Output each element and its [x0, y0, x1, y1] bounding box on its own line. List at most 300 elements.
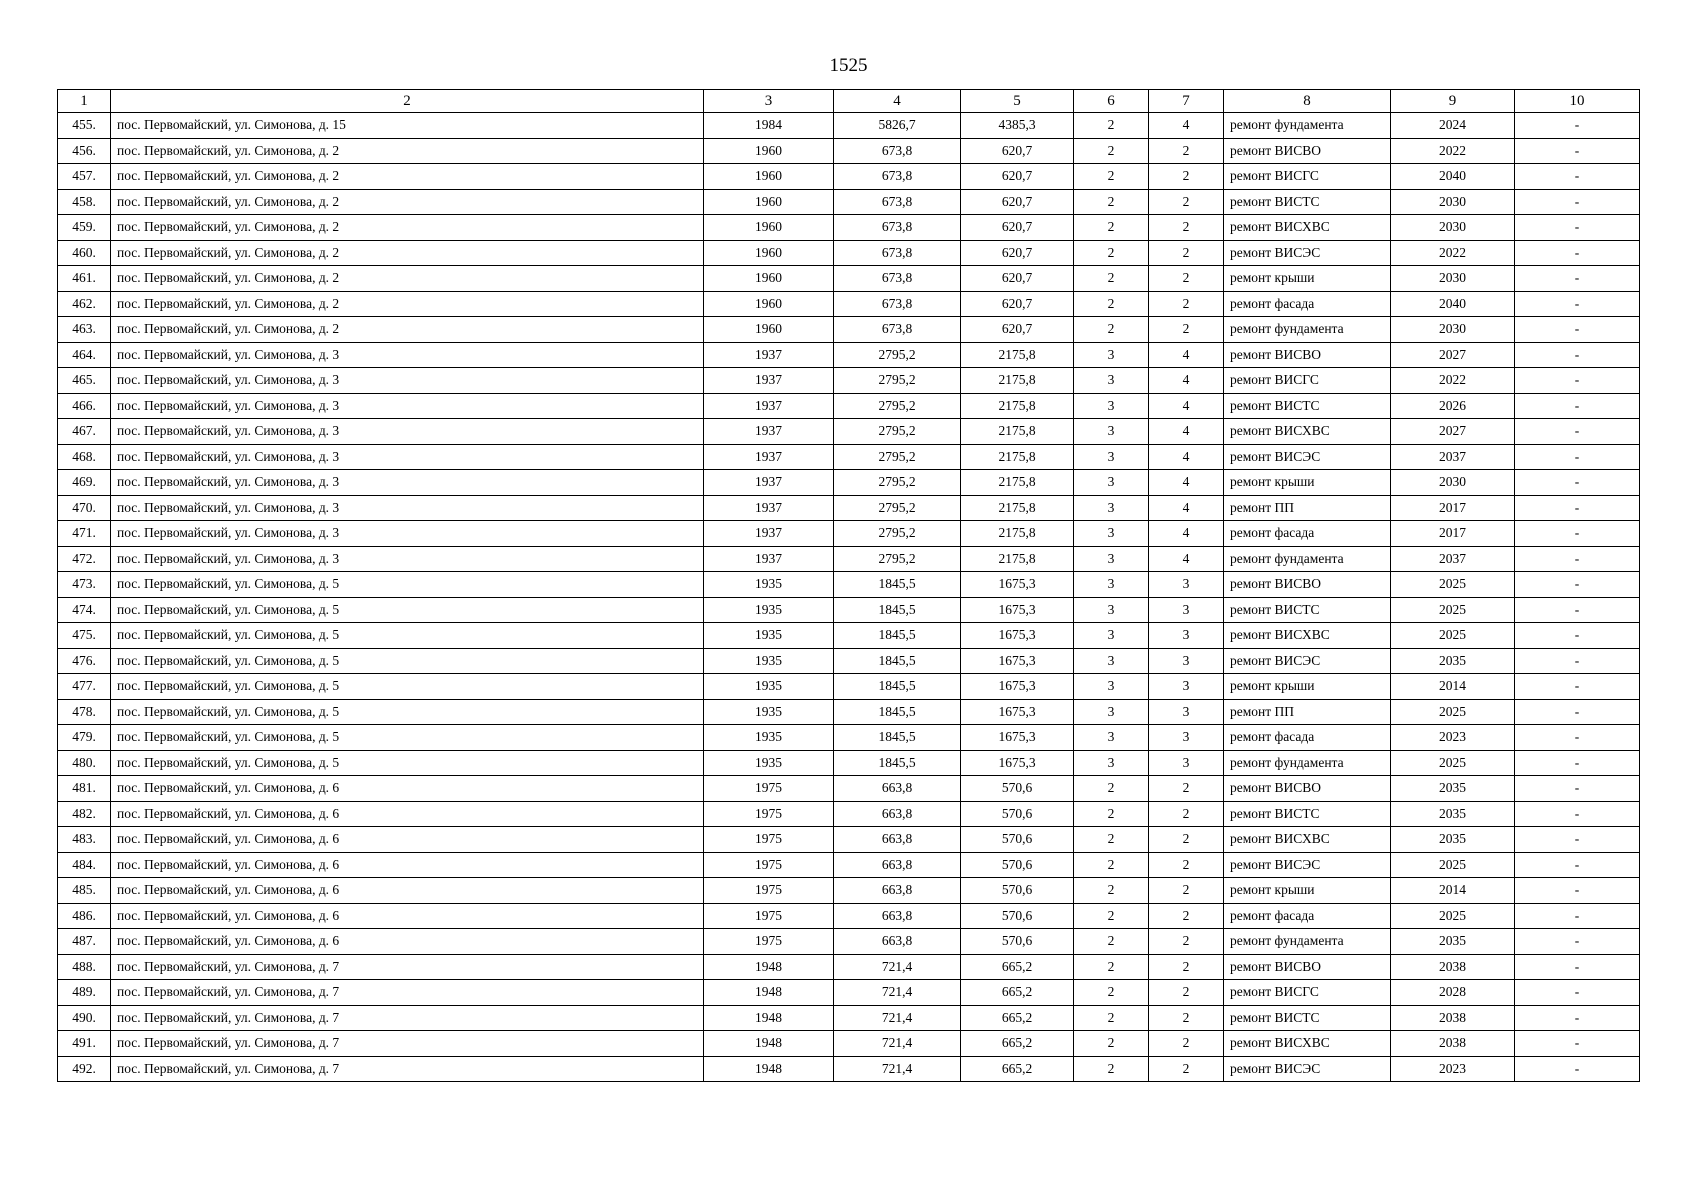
- cell-work-type: ремонт ВИСХВС: [1224, 1031, 1391, 1057]
- cell-work-type: ремонт ВИСГС: [1224, 368, 1391, 394]
- cell-note: -: [1515, 1005, 1640, 1031]
- cell-total-area: 673,8: [834, 164, 961, 190]
- table-row: [58, 1005, 1640, 1031]
- cell-row-number: 483.: [58, 827, 111, 853]
- cell-note: -: [1515, 470, 1640, 496]
- cell-total-area: 2795,2: [834, 495, 961, 521]
- table-row: [58, 444, 1640, 470]
- cell-living-area: 665,2: [961, 1031, 1074, 1057]
- cell-floors: 2: [1074, 215, 1149, 241]
- cell-note: -: [1515, 215, 1640, 241]
- cell-entrances: 3: [1149, 725, 1224, 751]
- cell-entrances: 2: [1149, 801, 1224, 827]
- table-row: [58, 470, 1640, 496]
- cell-year-built: 1975: [704, 801, 834, 827]
- cell-note: -: [1515, 878, 1640, 904]
- cell-work-type: ремонт ВИСТС: [1224, 801, 1391, 827]
- cell-total-area: 673,8: [834, 240, 961, 266]
- cell-address: пос. Первомайский, ул. Симонова, д. 2: [111, 164, 704, 190]
- cell-work-type: ремонт ВИСВО: [1224, 138, 1391, 164]
- cell-note: -: [1515, 164, 1640, 190]
- cell-planned-year: 2038: [1391, 1005, 1515, 1031]
- cell-work-type: ремонт ВИСЭС: [1224, 444, 1391, 470]
- cell-work-type: ремонт ВИСЭС: [1224, 240, 1391, 266]
- cell-floors: 2: [1074, 852, 1149, 878]
- cell-work-type: ремонт ВИСГС: [1224, 980, 1391, 1006]
- cell-row-number: 466.: [58, 393, 111, 419]
- cell-floors: 2: [1074, 980, 1149, 1006]
- cell-note: -: [1515, 572, 1640, 598]
- cell-note: -: [1515, 444, 1640, 470]
- cell-entrances: 3: [1149, 699, 1224, 725]
- cell-work-type: ремонт фасада: [1224, 291, 1391, 317]
- cell-address: пос. Первомайский, ул. Симонова, д. 6: [111, 852, 704, 878]
- cell-year-built: 1975: [704, 827, 834, 853]
- cell-address: пос. Первомайский, ул. Симонова, д. 6: [111, 903, 704, 929]
- cell-year-built: 1948: [704, 980, 834, 1006]
- cell-work-type: ремонт ВИСВО: [1224, 572, 1391, 598]
- column-header-6: 6: [1074, 90, 1149, 113]
- cell-year-built: 1935: [704, 725, 834, 751]
- cell-year-built: 1937: [704, 470, 834, 496]
- table-row: [58, 954, 1640, 980]
- cell-entrances: 4: [1149, 419, 1224, 445]
- cell-planned-year: 2038: [1391, 1031, 1515, 1057]
- table-row: [58, 776, 1640, 802]
- cell-total-area: 721,4: [834, 1031, 961, 1057]
- cell-entrances: 2: [1149, 903, 1224, 929]
- cell-living-area: 1675,3: [961, 572, 1074, 598]
- cell-living-area: 665,2: [961, 1005, 1074, 1031]
- cell-note: -: [1515, 980, 1640, 1006]
- cell-living-area: 4385,3: [961, 113, 1074, 139]
- column-header-2: 2: [111, 90, 704, 113]
- cell-entrances: 2: [1149, 317, 1224, 343]
- cell-row-number: 485.: [58, 878, 111, 904]
- cell-entrances: 2: [1149, 1056, 1224, 1082]
- cell-planned-year: 2024: [1391, 113, 1515, 139]
- cell-entrances: 3: [1149, 750, 1224, 776]
- cell-total-area: 2795,2: [834, 521, 961, 547]
- cell-living-area: 1675,3: [961, 725, 1074, 751]
- cell-year-built: 1948: [704, 1031, 834, 1057]
- cell-year-built: 1948: [704, 1056, 834, 1082]
- cell-address: пос. Первомайский, ул. Симонова, д. 3: [111, 419, 704, 445]
- cell-note: -: [1515, 368, 1640, 394]
- cell-note: -: [1515, 903, 1640, 929]
- cell-year-built: 1935: [704, 648, 834, 674]
- cell-living-area: 570,6: [961, 801, 1074, 827]
- cell-living-area: 620,7: [961, 164, 1074, 190]
- cell-living-area: 665,2: [961, 1056, 1074, 1082]
- cell-entrances: 2: [1149, 1031, 1224, 1057]
- cell-living-area: 2175,8: [961, 546, 1074, 572]
- cell-floors: 2: [1074, 929, 1149, 955]
- cell-row-number: 482.: [58, 801, 111, 827]
- cell-planned-year: 2035: [1391, 776, 1515, 802]
- cell-address: пос. Первомайский, ул. Симонова, д. 7: [111, 980, 704, 1006]
- cell-row-number: 461.: [58, 266, 111, 292]
- cell-work-type: ремонт ВИСТС: [1224, 393, 1391, 419]
- cell-year-built: 1937: [704, 393, 834, 419]
- table-row: [58, 980, 1640, 1006]
- cell-total-area: 2795,2: [834, 368, 961, 394]
- cell-row-number: 463.: [58, 317, 111, 343]
- cell-planned-year: 2038: [1391, 954, 1515, 980]
- cell-floors: 2: [1074, 1056, 1149, 1082]
- table-row: [58, 674, 1640, 700]
- cell-living-area: 620,7: [961, 266, 1074, 292]
- cell-work-type: ремонт фундамента: [1224, 546, 1391, 572]
- cell-year-built: 1960: [704, 189, 834, 215]
- cell-entrances: 4: [1149, 393, 1224, 419]
- cell-work-type: ремонт крыши: [1224, 470, 1391, 496]
- cell-floors: 2: [1074, 801, 1149, 827]
- table-row: [58, 317, 1640, 343]
- cell-row-number: 475.: [58, 623, 111, 649]
- cell-planned-year: 2030: [1391, 189, 1515, 215]
- cell-planned-year: 2028: [1391, 980, 1515, 1006]
- cell-entrances: 2: [1149, 878, 1224, 904]
- cell-total-area: 673,8: [834, 317, 961, 343]
- column-header-8: 8: [1224, 90, 1391, 113]
- cell-work-type: ремонт ВИСВО: [1224, 342, 1391, 368]
- cell-year-built: 1937: [704, 495, 834, 521]
- cell-total-area: 673,8: [834, 189, 961, 215]
- cell-work-type: ремонт ВИСГС: [1224, 164, 1391, 190]
- cell-living-area: 2175,8: [961, 444, 1074, 470]
- cell-living-area: 1675,3: [961, 648, 1074, 674]
- cell-planned-year: 2035: [1391, 929, 1515, 955]
- cell-entrances: 3: [1149, 674, 1224, 700]
- cell-floors: 2: [1074, 1031, 1149, 1057]
- cell-note: -: [1515, 852, 1640, 878]
- cell-floors: 3: [1074, 699, 1149, 725]
- cell-year-built: 1937: [704, 546, 834, 572]
- cell-entrances: 3: [1149, 648, 1224, 674]
- cell-total-area: 1845,5: [834, 674, 961, 700]
- cell-living-area: 1675,3: [961, 597, 1074, 623]
- cell-entrances: 4: [1149, 470, 1224, 496]
- cell-note: -: [1515, 674, 1640, 700]
- cell-work-type: ремонт фундамента: [1224, 750, 1391, 776]
- cell-planned-year: 2040: [1391, 164, 1515, 190]
- cell-note: -: [1515, 699, 1640, 725]
- cell-work-type: ремонт ВИСТС: [1224, 1005, 1391, 1031]
- table-row: [58, 648, 1640, 674]
- column-header-1: 1: [58, 90, 111, 113]
- cell-row-number: 468.: [58, 444, 111, 470]
- cell-floors: 3: [1074, 674, 1149, 700]
- cell-note: -: [1515, 827, 1640, 853]
- cell-row-number: 487.: [58, 929, 111, 955]
- cell-row-number: 467.: [58, 419, 111, 445]
- cell-address: пос. Первомайский, ул. Симонова, д. 2: [111, 291, 704, 317]
- table-row: [58, 215, 1640, 241]
- table-row: [58, 342, 1640, 368]
- cell-total-area: 721,4: [834, 980, 961, 1006]
- cell-planned-year: 2022: [1391, 368, 1515, 394]
- cell-living-area: 2175,8: [961, 521, 1074, 547]
- cell-year-built: 1937: [704, 419, 834, 445]
- cell-year-built: 1960: [704, 317, 834, 343]
- cell-living-area: 570,6: [961, 903, 1074, 929]
- cell-planned-year: 2040: [1391, 291, 1515, 317]
- cell-planned-year: 2025: [1391, 750, 1515, 776]
- cell-planned-year: 2035: [1391, 827, 1515, 853]
- table-row: [58, 878, 1640, 904]
- cell-note: -: [1515, 1031, 1640, 1057]
- cell-year-built: 1975: [704, 903, 834, 929]
- table-row: [58, 827, 1640, 853]
- cell-year-built: 1960: [704, 215, 834, 241]
- cell-row-number: 465.: [58, 368, 111, 394]
- cell-floors: 2: [1074, 266, 1149, 292]
- cell-living-area: 2175,8: [961, 393, 1074, 419]
- cell-row-number: 480.: [58, 750, 111, 776]
- cell-note: -: [1515, 954, 1640, 980]
- cell-note: -: [1515, 546, 1640, 572]
- column-header-7: 7: [1149, 90, 1224, 113]
- cell-total-area: 663,8: [834, 929, 961, 955]
- cell-note: -: [1515, 929, 1640, 955]
- cell-note: -: [1515, 317, 1640, 343]
- cell-note: -: [1515, 495, 1640, 521]
- cell-work-type: ремонт ВИСХВС: [1224, 827, 1391, 853]
- cell-living-area: 570,6: [961, 929, 1074, 955]
- cell-floors: 3: [1074, 368, 1149, 394]
- cell-planned-year: 2027: [1391, 342, 1515, 368]
- table-row: [58, 138, 1640, 164]
- table-row: [58, 623, 1640, 649]
- cell-entrances: 3: [1149, 623, 1224, 649]
- cell-entrances: 2: [1149, 827, 1224, 853]
- column-header-3: 3: [704, 90, 834, 113]
- cell-work-type: ремонт фундамента: [1224, 317, 1391, 343]
- cell-entrances: 4: [1149, 113, 1224, 139]
- cell-floors: 3: [1074, 444, 1149, 470]
- cell-address: пос. Первомайский, ул. Симонова, д. 2: [111, 266, 704, 292]
- cell-planned-year: 2022: [1391, 240, 1515, 266]
- cell-note: -: [1515, 521, 1640, 547]
- cell-total-area: 663,8: [834, 827, 961, 853]
- cell-entrances: 2: [1149, 189, 1224, 215]
- cell-entrances: 2: [1149, 266, 1224, 292]
- cell-living-area: 665,2: [961, 980, 1074, 1006]
- cell-work-type: ремонт фундамента: [1224, 929, 1391, 955]
- table-row: [58, 189, 1640, 215]
- cell-planned-year: 2023: [1391, 725, 1515, 751]
- cell-planned-year: 2025: [1391, 572, 1515, 598]
- cell-planned-year: 2025: [1391, 852, 1515, 878]
- cell-living-area: 1675,3: [961, 750, 1074, 776]
- cell-year-built: 1937: [704, 368, 834, 394]
- cell-row-number: 473.: [58, 572, 111, 598]
- table-row: [58, 113, 1640, 139]
- cell-year-built: 1975: [704, 776, 834, 802]
- cell-floors: 2: [1074, 189, 1149, 215]
- cell-address: пос. Первомайский, ул. Симонова, д. 6: [111, 827, 704, 853]
- table-row: [58, 240, 1640, 266]
- cell-address: пос. Первомайский, ул. Симонова, д. 5: [111, 699, 704, 725]
- cell-note: -: [1515, 419, 1640, 445]
- cell-total-area: 2795,2: [834, 546, 961, 572]
- cell-entrances: 2: [1149, 954, 1224, 980]
- cell-row-number: 477.: [58, 674, 111, 700]
- cell-address: пос. Первомайский, ул. Симонова, д. 5: [111, 725, 704, 751]
- cell-entrances: 2: [1149, 852, 1224, 878]
- cell-living-area: 620,7: [961, 317, 1074, 343]
- cell-floors: 3: [1074, 342, 1149, 368]
- cell-address: пос. Первомайский, ул. Симонова, д. 7: [111, 954, 704, 980]
- cell-floors: 2: [1074, 954, 1149, 980]
- cell-address: пос. Первомайский, ул. Симонова, д. 6: [111, 801, 704, 827]
- column-header-9: 9: [1391, 90, 1515, 113]
- cell-year-built: 1975: [704, 878, 834, 904]
- cell-floors: 2: [1074, 164, 1149, 190]
- cell-total-area: 2795,2: [834, 444, 961, 470]
- table-row: [58, 750, 1640, 776]
- cell-total-area: 721,4: [834, 1056, 961, 1082]
- cell-year-built: 1960: [704, 164, 834, 190]
- cell-note: -: [1515, 597, 1640, 623]
- cell-work-type: ремонт ВИСВО: [1224, 776, 1391, 802]
- cell-row-number: 459.: [58, 215, 111, 241]
- cell-floors: 2: [1074, 1005, 1149, 1031]
- cell-total-area: 1845,5: [834, 750, 961, 776]
- cell-row-number: 471.: [58, 521, 111, 547]
- cell-work-type: ремонт ВИСХВС: [1224, 419, 1391, 445]
- cell-note: -: [1515, 750, 1640, 776]
- cell-year-built: 1935: [704, 750, 834, 776]
- cell-year-built: 1935: [704, 597, 834, 623]
- cell-year-built: 1935: [704, 674, 834, 700]
- table-row: [58, 801, 1640, 827]
- cell-address: пос. Первомайский, ул. Симонова, д. 7: [111, 1056, 704, 1082]
- cell-year-built: 1935: [704, 572, 834, 598]
- cell-row-number: 491.: [58, 1031, 111, 1057]
- cell-row-number: 489.: [58, 980, 111, 1006]
- cell-entrances: 4: [1149, 368, 1224, 394]
- table-row: [58, 1056, 1640, 1082]
- table-row: [58, 929, 1640, 955]
- cell-entrances: 2: [1149, 1005, 1224, 1031]
- cell-address: пос. Первомайский, ул. Симонова, д. 7: [111, 1031, 704, 1057]
- page-number: 1525: [829, 55, 868, 76]
- column-header-10: 10: [1515, 90, 1640, 113]
- cell-work-type: ремонт крыши: [1224, 266, 1391, 292]
- cell-address: пос. Первомайский, ул. Симонова, д. 5: [111, 648, 704, 674]
- cell-floors: 2: [1074, 827, 1149, 853]
- cell-floors: 3: [1074, 546, 1149, 572]
- cell-note: -: [1515, 393, 1640, 419]
- cell-note: -: [1515, 189, 1640, 215]
- table-row: [58, 546, 1640, 572]
- cell-address: пос. Первомайский, ул. Симонова, д. 7: [111, 1005, 704, 1031]
- cell-work-type: ремонт ВИСТС: [1224, 597, 1391, 623]
- cell-work-type: ремонт фасада: [1224, 521, 1391, 547]
- cell-planned-year: 2014: [1391, 674, 1515, 700]
- cell-entrances: 4: [1149, 444, 1224, 470]
- cell-planned-year: 2035: [1391, 648, 1515, 674]
- cell-entrances: 4: [1149, 521, 1224, 547]
- cell-work-type: ремонт крыши: [1224, 878, 1391, 904]
- cell-year-built: 1935: [704, 699, 834, 725]
- cell-row-number: 455.: [58, 113, 111, 139]
- cell-total-area: 1845,5: [834, 597, 961, 623]
- table-row: [58, 266, 1640, 292]
- cell-floors: 3: [1074, 597, 1149, 623]
- cell-floors: 2: [1074, 776, 1149, 802]
- cell-row-number: 469.: [58, 470, 111, 496]
- cell-address: пос. Первомайский, ул. Симонова, д. 2: [111, 240, 704, 266]
- cell-total-area: 2795,2: [834, 470, 961, 496]
- cell-total-area: 673,8: [834, 138, 961, 164]
- cell-floors: 3: [1074, 470, 1149, 496]
- cell-address: пос. Первомайский, ул. Симонова, д. 5: [111, 572, 704, 598]
- cell-address: пос. Первомайский, ул. Симонова, д. 2: [111, 189, 704, 215]
- cell-floors: 3: [1074, 393, 1149, 419]
- cell-living-area: 1675,3: [961, 699, 1074, 725]
- table-row: [58, 572, 1640, 598]
- cell-address: пос. Первомайский, ул. Симонова, д. 5: [111, 623, 704, 649]
- cell-living-area: 2175,8: [961, 419, 1074, 445]
- cell-note: -: [1515, 240, 1640, 266]
- cell-planned-year: 2035: [1391, 801, 1515, 827]
- cell-living-area: 620,7: [961, 138, 1074, 164]
- cell-total-area: 1845,5: [834, 699, 961, 725]
- cell-floors: 3: [1074, 750, 1149, 776]
- cell-total-area: 663,8: [834, 852, 961, 878]
- cell-entrances: 2: [1149, 980, 1224, 1006]
- cell-row-number: 476.: [58, 648, 111, 674]
- cell-work-type: ремонт ВИСВО: [1224, 954, 1391, 980]
- cell-floors: 3: [1074, 419, 1149, 445]
- cell-row-number: 478.: [58, 699, 111, 725]
- cell-total-area: 2795,2: [834, 342, 961, 368]
- cell-planned-year: 2030: [1391, 266, 1515, 292]
- cell-note: -: [1515, 138, 1640, 164]
- cell-entrances: 2: [1149, 138, 1224, 164]
- cell-note: -: [1515, 648, 1640, 674]
- cell-total-area: 663,8: [834, 776, 961, 802]
- cell-entrances: 3: [1149, 597, 1224, 623]
- cell-row-number: 456.: [58, 138, 111, 164]
- cell-work-type: ремонт ВИСТС: [1224, 189, 1391, 215]
- cell-total-area: 663,8: [834, 903, 961, 929]
- table-row: [58, 597, 1640, 623]
- cell-work-type: ремонт ВИСХВС: [1224, 215, 1391, 241]
- cell-work-type: ремонт ВИСХВС: [1224, 623, 1391, 649]
- cell-row-number: 460.: [58, 240, 111, 266]
- cell-address: пос. Первомайский, ул. Симонова, д. 6: [111, 878, 704, 904]
- cell-address: пос. Первомайский, ул. Симонова, д. 2: [111, 317, 704, 343]
- cell-living-area: 570,6: [961, 852, 1074, 878]
- cell-note: -: [1515, 725, 1640, 751]
- cell-living-area: 620,7: [961, 215, 1074, 241]
- cell-planned-year: 2025: [1391, 623, 1515, 649]
- cell-entrances: 2: [1149, 215, 1224, 241]
- cell-planned-year: 2027: [1391, 419, 1515, 445]
- cell-total-area: 721,4: [834, 954, 961, 980]
- cell-planned-year: 2037: [1391, 546, 1515, 572]
- cell-living-area: 570,6: [961, 827, 1074, 853]
- cell-row-number: 457.: [58, 164, 111, 190]
- cell-address: пос. Первомайский, ул. Симонова, д. 6: [111, 776, 704, 802]
- cell-year-built: 1948: [704, 954, 834, 980]
- column-header-5: 5: [961, 90, 1074, 113]
- cell-work-type: ремонт ВИСЭС: [1224, 1056, 1391, 1082]
